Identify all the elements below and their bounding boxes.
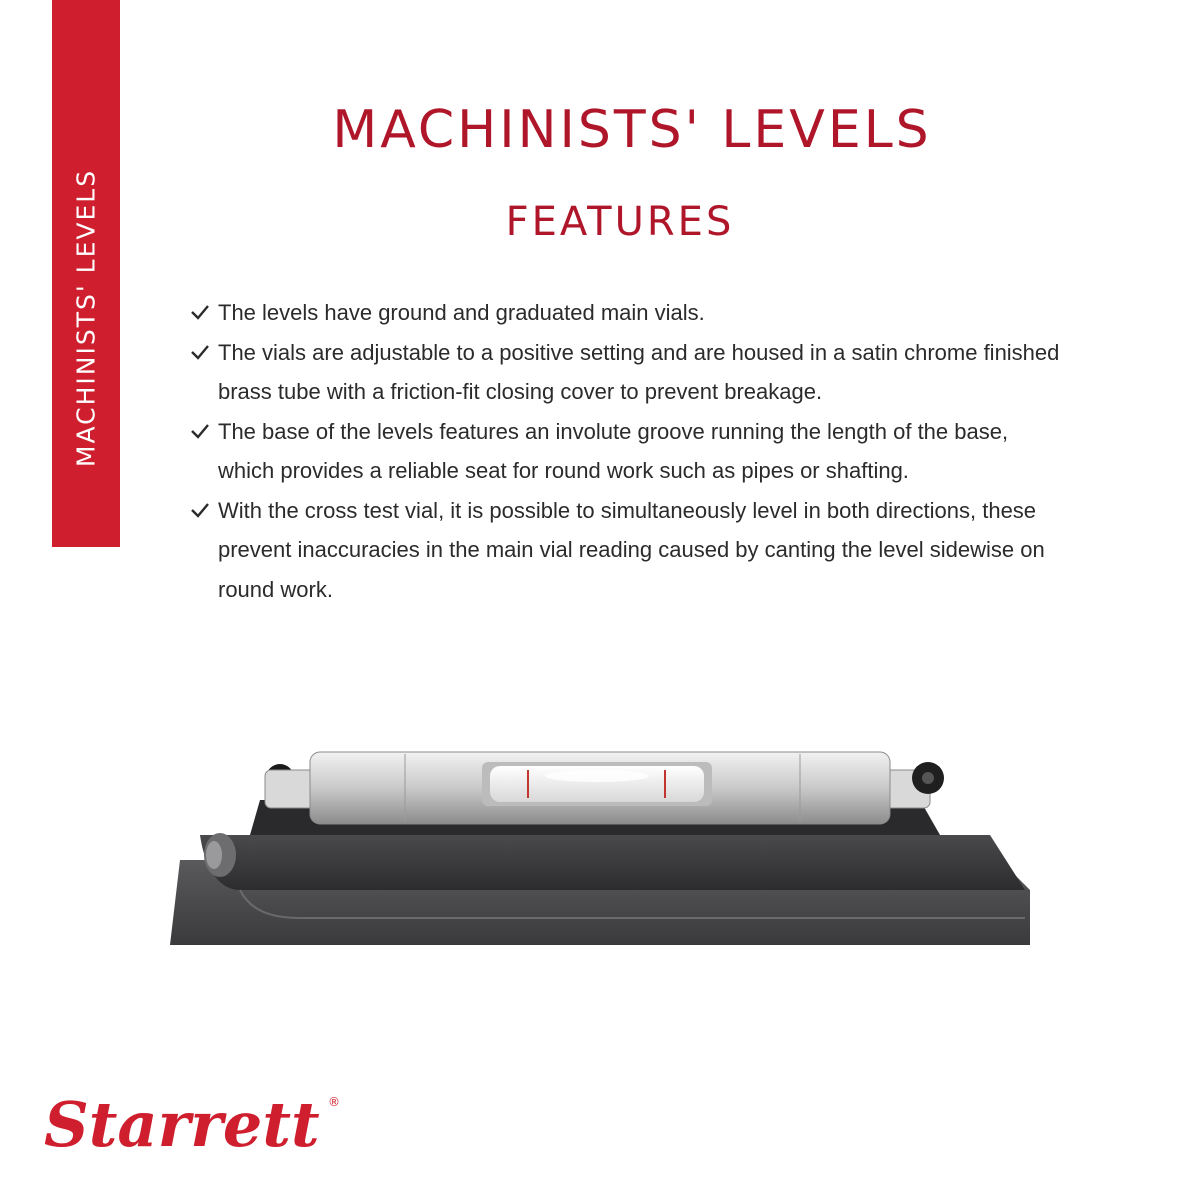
feature-text: The base of the levels features an involute groove running the length of the base, which provides a reliable seat for round work such as pipes or shafting. [218, 418, 1009, 483]
page-title: MACHINISTS' LEVELS [332, 100, 932, 160]
page-subtitle: FEATURES [505, 199, 735, 245]
checkmark-icon [190, 422, 210, 440]
feature-item [190, 333, 1070, 412]
registered-mark: ® [328, 1095, 340, 1109]
brand-logo [44, 1082, 344, 1162]
feature-list [190, 293, 1070, 609]
feature-item [190, 412, 1070, 491]
side-banner [52, 0, 120, 547]
feature-text: The vials are adjustable to a positive setting and are housed in a satin chrome finished brass tube with a friction-fit closing cover to prevent breakage. [218, 339, 1060, 404]
brand-logo-text: Starrett [44, 1088, 320, 1161]
checkmark-icon [190, 303, 210, 321]
checkmark-icon [190, 343, 210, 361]
side-banner-text: MACHINISTS' LEVELS [71, 168, 101, 468]
checkmark-icon [190, 501, 210, 519]
feature-item [190, 293, 1070, 333]
machinists-level-icon [160, 740, 1060, 960]
feature-text: With the cross test vial, it is possible to simultaneously level in both directions, these prevent inaccuracies in the main vial reading caused by canting the level sidewise on round work. [218, 497, 1045, 602]
feature-text: The levels have ground and graduated main vials. [218, 300, 705, 325]
feature-item [190, 491, 1070, 610]
